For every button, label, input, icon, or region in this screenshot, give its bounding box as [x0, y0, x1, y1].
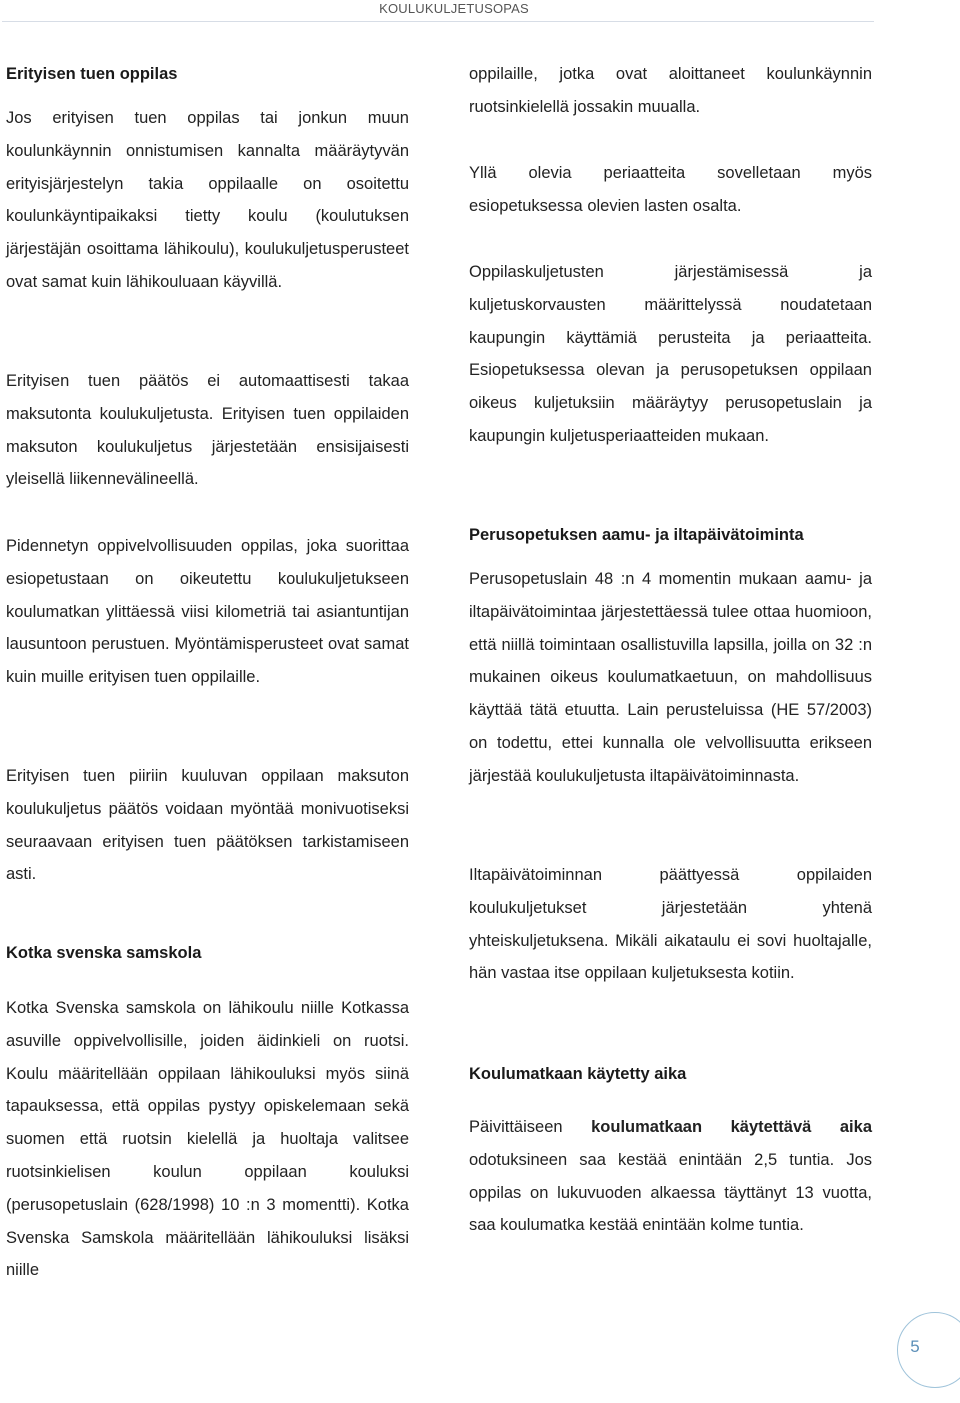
emphasized-text: koulumatkaan käytettävä aika: [591, 1118, 872, 1136]
paragraph: Jos erityisen tuen oppilas tai jonkun muun koulunkäynnin onnistumisen kannalta määräytyvän erityisjärjestelyn takia oppilaalle on osoitettu koulunkäyntipaikaksi tietty koulu (koulutuksen järjestäjän osoittama lähikoulu), koulukuljetusperusteet ovat samat kuin lähikouluaan käyvillä.: [6, 109, 409, 291]
paragraph: Erityisen tuen piiriin kuuluvan oppilaan maksuton koulukuljetus päätös voidaan myöntää monivuotiseksi seuraavaan erityisen tuen päätöksen tarkistamiseen asti.: [6, 767, 409, 884]
paragraph: Erityisen tuen päätös ei automaattisesti takaa maksutonta koulukuljetusta. Erityisen tuen oppilaiden maksuton koulukuljetus järjestetään ensisijaisesti yleisellä liikennevälineellä.: [6, 372, 409, 489]
heading-aamu-ja-iltapaivatoiminta: Perusopetuksen aamu- ja iltapäivätoiminta: [469, 526, 804, 544]
page-number: 5: [910, 1337, 920, 1356]
paragraph: Oppilaskuljetusten järjestämisessä ja kuljetuskorvausten määrittelyssä noudatetaan kaupungin käyttämiä perusteita ja periaatteita. Esiopetuksessa olevan ja perusopetuksen oppilaan oikeus kuljetuksiin määräytyy perusopetuslain ja kaupungin kuljetusperiaatteiden mukaan.: [469, 263, 872, 445]
running-header: KOULUKULJETUSOPAS: [379, 1, 529, 16]
header-divider: [2, 21, 874, 22]
paragraph: Yllä olevia periaatteita sovelletaan myös esiopetuksessa olevien lasten osalta.: [469, 164, 872, 215]
heading-kotka-svenska-samskola: Kotka svenska samskola: [6, 944, 202, 962]
paragraph-text: Päivittäiseen: [469, 1118, 592, 1136]
heading-erityisen-tuen-oppilas: Erityisen tuen oppilas: [6, 65, 178, 83]
paragraph: Iltapäivätoiminnan päättyessä oppilaiden koulukuljetukset järjestetään yhtenä yhteiskuljetuksena. Mikäli aikataulu ei sovi huoltajalle, hän vastaa itse oppilaan kuljetuksesta kotiin.: [469, 866, 872, 983]
paragraph: Pidennetyn oppivelvollisuuden oppilas, joka suorittaa esiopetustaan on oikeutettu koulukuljetukseen koulumatkan ylittäessä viisi kilometriä tai asiantuntijan lausuntoon perustuen. Myöntämisperusteet ovat samat kuin muille erityisen tuen oppilaille.: [6, 537, 409, 687]
paragraph-text: odotuksineen saa kestää enintään 2,5 tuntia. Jos oppilas on lukuvuoden alkaessa täyttänyt 13 vuotta, saa koulumatka kestää enintään kolme tuntia.: [469, 1150, 872, 1235]
paragraph: Kotka Svenska samskola on lähikoulu niille Kotkassa asuville oppivelvollisille, joiden äidinkieli on ruotsi. Koulu määritellään oppilaan lähikouluksi myös siinä tapauksessa, että oppilas pystyy opiskelemaan sekä suomen että ruotsin kielellä ja huoltaja valitsee ruotsinkielisen koulun oppilaan kouluksi (perusopetuslain (628/1998) 10 :n 3 momentti). Kotka Svenska Samskola määritellään lähikouluksi lisäksi niille: [6, 999, 409, 1280]
paragraph: oppilaille, jotka ovat aloittaneet koulunkäynnin ruotsinkielellä jossakin muualla.: [469, 65, 872, 116]
paragraph: Perusopetuslain 48 :n 4 momentin mukaan aamu- ja iltapäivätoimintaa järjestettäessä tulee ottaa huomioon, että niillä toimintaan osallistuvilla lapsilla, joilla on 32 :n mukainen oikeus koulumatkaetuun, on mahdollisuus käyttää tätä etuutta. Lain perusteluissa (HE 57/2003) on todettu, ettei kunnalla ole velvollisuutta erikseen järjestää koulukuljetusta iltapäivätoiminnasta.: [469, 570, 872, 785]
heading-koulumatkaan-kaytetty-aika: Koulumatkaan käytetty aika: [469, 1065, 687, 1083]
paragraph: [469, 1111, 872, 1242]
